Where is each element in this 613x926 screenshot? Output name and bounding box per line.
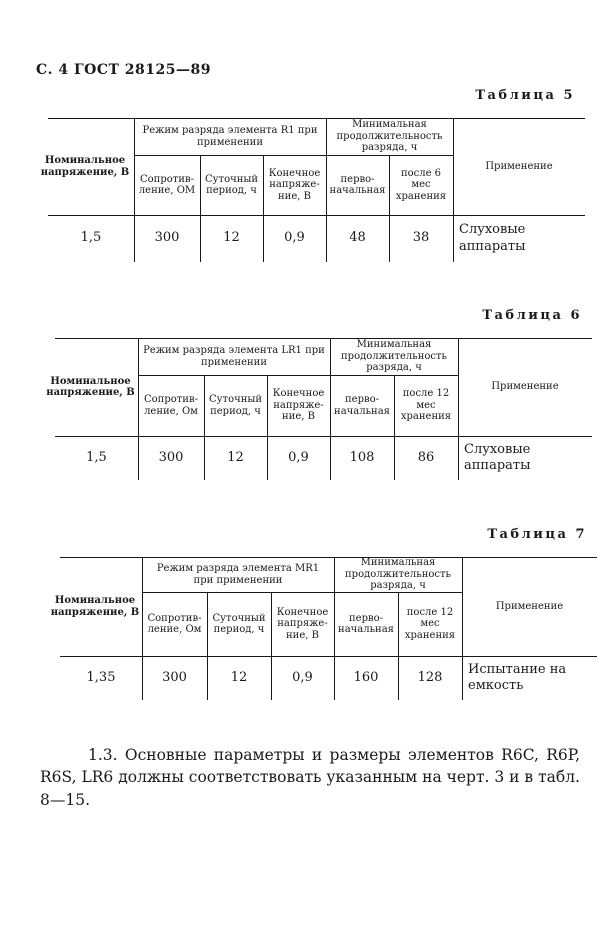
after-storage-value: 128: [417, 669, 443, 685]
initial-duration-header: первоначальная: [329, 173, 386, 196]
after-storage-header: после 6 мес хранения: [395, 167, 447, 202]
final-voltage-header: Конечное напряжение, В: [268, 167, 321, 202]
duration-header: Минимальная продолжительность разряда, ч: [341, 339, 447, 374]
voltage-value: 1,5: [86, 449, 107, 465]
resistance-value: 300: [158, 449, 184, 465]
mode-header: Режим разряда элемента MR1 при применении: [156, 563, 320, 586]
table-caption: Таблица 5: [475, 88, 575, 103]
daily-period-value: 12: [223, 230, 240, 246]
initial-duration-header: первоначальная: [338, 612, 394, 635]
duration-header: Минимальная продолжительность разряда, ч: [336, 119, 443, 154]
after-storage-value: 86: [417, 449, 435, 465]
after-storage-header: после 12 мес хранения: [400, 388, 452, 423]
resistance-header: Сопротивление, Ом: [144, 394, 198, 417]
final-voltage-value: 0,9: [292, 669, 313, 685]
initial-duration-value: 160: [353, 669, 379, 685]
after-storage-value: 38: [412, 230, 430, 246]
application-header: Применение: [491, 381, 559, 393]
daily-period-header: Суточный период, ч: [209, 394, 262, 417]
mode-header: Режим разряда элемента LR1 при применении: [143, 345, 325, 368]
voltage-header: Номинальное напряжение, В: [40, 155, 130, 178]
voltage-value: 1,35: [86, 669, 116, 685]
application-value: Слуховые аппараты: [464, 441, 531, 473]
final-voltage-value: 0,9: [284, 230, 305, 246]
section-paragraph: [40, 744, 580, 811]
application-value: Испытание на емкость: [468, 661, 567, 693]
table-caption: Таблица 7: [487, 527, 587, 542]
voltage-value: 1,5: [80, 230, 102, 246]
initial-duration-value: 108: [349, 449, 375, 465]
table-caption: Таблица 6: [482, 308, 582, 323]
mode-header: Режим разряда элемента R1 при применении: [142, 125, 318, 148]
paragraph-text: 1.3. Основные параметры и размеры элементов R6C, R6P, R6S, LR6 должны соответствовать указанным на черт. 3 и в табл. 8—15.: [40, 746, 581, 809]
page-header: С. 4 ГОСТ 28125—89: [36, 62, 211, 78]
final-voltage-header: Конечное напряжение, В: [272, 388, 325, 423]
after-storage-header: после 12 мес хранения: [404, 606, 456, 641]
application-header: Применение: [495, 600, 564, 612]
daily-period-value: 12: [227, 449, 244, 465]
daily-period-header: Суточный период, ч: [212, 612, 266, 635]
initial-duration-header: первоначальная: [334, 394, 390, 417]
final-voltage-header: Конечное напряжение, В: [276, 606, 329, 641]
voltage-header: Номинальное напряжение, В: [50, 595, 140, 618]
initial-duration-value: 48: [349, 230, 366, 246]
duration-header: Минимальная продолжительность разряда, ч: [345, 557, 451, 592]
daily-period-value: 12: [230, 669, 248, 685]
resistance-header: Сопротивление, Ом: [147, 612, 202, 635]
resistance-header: Сопротивление, ОМ: [138, 173, 196, 196]
final-voltage-value: 0,9: [288, 449, 309, 465]
voltage-header: Номинальное напряжение, В: [46, 375, 135, 398]
application-value: Слуховые аппараты: [459, 222, 526, 254]
application-header: Применение: [485, 160, 553, 172]
resistance-value: 300: [154, 230, 180, 246]
resistance-value: 300: [162, 669, 187, 685]
daily-period-header: Суточный период, ч: [205, 173, 258, 196]
